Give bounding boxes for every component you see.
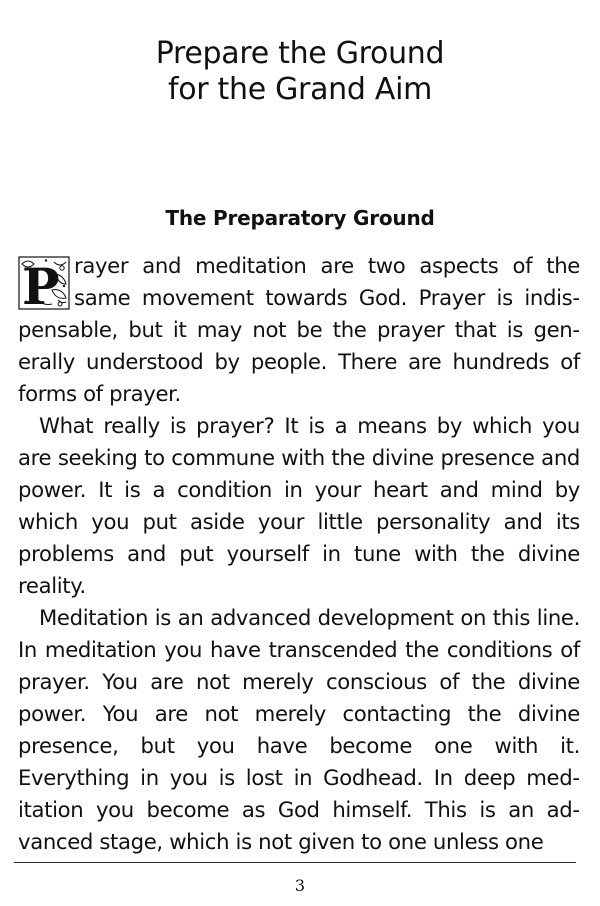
paragraph-3: Meditation is an advanced development on this line. In meditation you have transcended the conditions of prayer. You are not merely conscious of the divine power. You are not merely contacting the divine presence, but you have become one with it. Everything in you is lost in Godhead. In deep meditation you become as God himself. This is an advanced stage, which is not given to one unless one (18, 605, 580, 854)
section-heading: The Preparatory Ground (165, 205, 435, 230)
page-number: 3 (294, 876, 306, 895)
chapter-title-line-2: for the Grand Aim (167, 72, 433, 108)
drop-cap-letter: P (22, 257, 60, 310)
ornamental-drop-cap (18, 256, 70, 310)
paragraph-1 (18, 250, 580, 410)
chapter-title (0, 36, 600, 108)
chapter-title-line-1: Prepare the Ground (155, 36, 445, 72)
footer-rule (14, 862, 576, 863)
paragraph-1-text: rayer and meditation are two aspects of the same movement towards God. Prayer is indispensable, but it may not be the prayer that is generally understood by people. There are hundreds of forms of prayer. (18, 253, 580, 406)
paragraph-2: What really is prayer? It is a means by which you are seeking to commune with the divine presence and power. It is a condition in your heart and mind by which you put aside your little personality and its problems and put yourself in tune with the divine reality. (18, 413, 580, 598)
body-text (18, 250, 580, 858)
